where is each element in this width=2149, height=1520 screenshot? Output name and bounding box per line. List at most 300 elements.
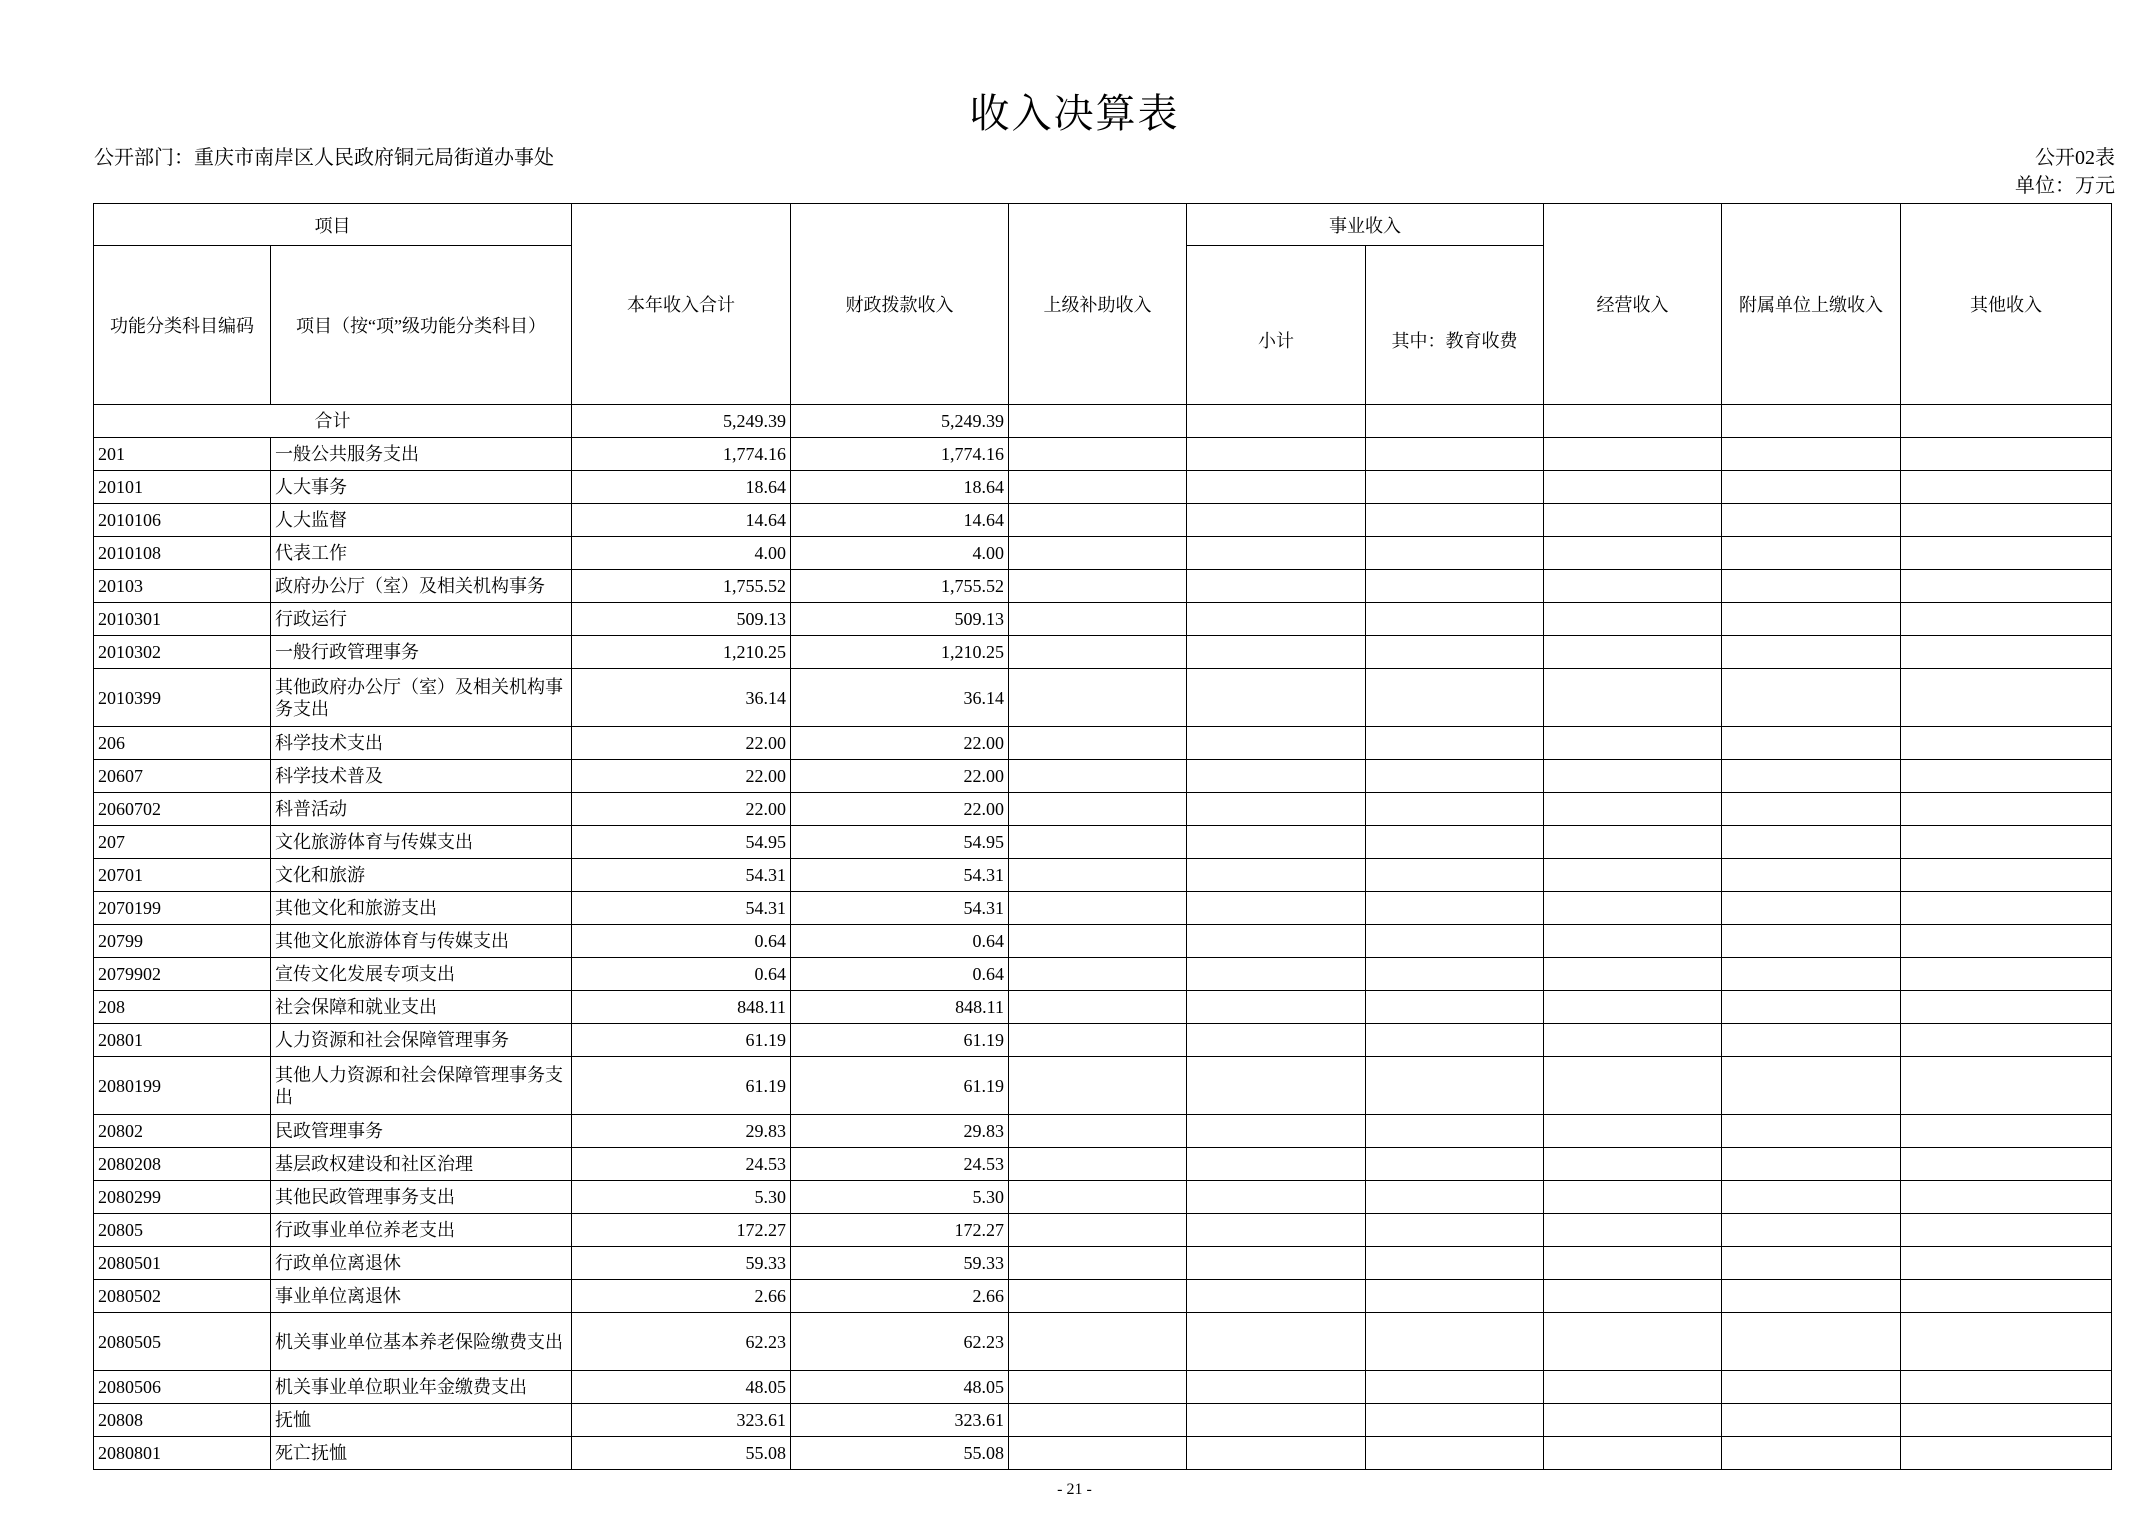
row-name: 文化旅游体育与传媒支出 <box>271 826 572 859</box>
row-name: 科学技术普及 <box>271 760 572 793</box>
empty-cell <box>1009 1247 1187 1280</box>
empty-cell <box>1722 892 1901 925</box>
empty-cell <box>1366 1313 1544 1371</box>
table-row <box>94 1148 2112 1181</box>
empty-cell <box>1901 537 2112 570</box>
empty-cell <box>1187 603 1366 636</box>
page-number: - 21 - <box>1057 1481 1092 1498</box>
table-row <box>94 1313 2112 1371</box>
row-name: 其他政府办公厅（室）及相关机构事务支出 <box>271 669 572 727</box>
row-fiscal: 5.30 <box>791 1181 1009 1214</box>
header-business: 事业收入 <box>1187 204 1544 246</box>
empty-cell <box>1187 1437 1366 1470</box>
empty-cell <box>1187 958 1366 991</box>
row-code: 20799 <box>94 925 271 958</box>
row-name: 行政运行 <box>271 603 572 636</box>
row-fiscal: 22.00 <box>791 727 1009 760</box>
row-code: 2080208 <box>94 1148 271 1181</box>
empty-cell <box>1722 603 1901 636</box>
empty-cell <box>1901 991 2112 1024</box>
empty-cell <box>1009 892 1187 925</box>
row-total: 22.00 <box>572 793 791 826</box>
empty-cell <box>1544 570 1722 603</box>
empty-cell <box>1722 727 1901 760</box>
empty-cell <box>1009 603 1187 636</box>
row-fiscal: 29.83 <box>791 1115 1009 1148</box>
header-other: 其他收入 <box>1901 204 2112 405</box>
empty-cell <box>1722 859 1901 892</box>
empty-cell <box>1187 727 1366 760</box>
row-total: 59.33 <box>572 1247 791 1280</box>
row-code: 20101 <box>94 471 271 504</box>
header-superior: 上级补助收入 <box>1009 204 1187 405</box>
empty-cell <box>1722 471 1901 504</box>
row-total: 2.66 <box>572 1280 791 1313</box>
empty-cell <box>1722 1148 1901 1181</box>
empty-cell <box>1722 1371 1901 1404</box>
empty-cell <box>1187 570 1366 603</box>
empty-cell <box>1722 958 1901 991</box>
table-row <box>94 669 2112 727</box>
empty-cell <box>1901 1247 2112 1280</box>
row-total: 22.00 <box>572 760 791 793</box>
row-total: 1,774.16 <box>572 438 791 471</box>
empty-cell <box>1544 1214 1722 1247</box>
empty-cell <box>1009 537 1187 570</box>
table-row <box>94 1404 2112 1437</box>
empty-cell <box>1366 727 1544 760</box>
table-row <box>94 570 2112 603</box>
empty-cell <box>1544 636 1722 669</box>
empty-cell <box>1544 958 1722 991</box>
row-fiscal: 24.53 <box>791 1148 1009 1181</box>
empty-cell <box>1544 1057 1722 1115</box>
empty-cell <box>1722 1313 1901 1371</box>
empty-cell <box>1544 925 1722 958</box>
row-name: 政府办公厅（室）及相关机构事务 <box>271 570 572 603</box>
empty-cell <box>1366 793 1544 826</box>
empty-cell <box>1187 826 1366 859</box>
empty-cell <box>1366 859 1544 892</box>
table-row <box>94 1024 2112 1057</box>
empty-cell <box>1901 636 2112 669</box>
empty-cell <box>1366 603 1544 636</box>
empty-cell <box>1187 504 1366 537</box>
empty-cell <box>1187 1024 1366 1057</box>
empty-cell <box>1722 438 1901 471</box>
empty-cell <box>1366 537 1544 570</box>
row-name: 抚恤 <box>271 1404 572 1437</box>
row-name: 机关事业单位基本养老保险缴费支出 <box>271 1313 572 1371</box>
income-table <box>93 203 2112 1470</box>
row-name: 行政单位离退休 <box>271 1247 572 1280</box>
row-total: 22.00 <box>572 727 791 760</box>
row-code: 2080505 <box>94 1313 271 1371</box>
total-amount: 5,249.39 <box>572 405 791 438</box>
table-row <box>94 958 2112 991</box>
empty-cell <box>1187 793 1366 826</box>
table-row <box>94 504 2112 537</box>
empty-cell <box>1544 1313 1722 1371</box>
empty-cell <box>1901 1115 2112 1148</box>
empty-cell <box>1544 760 1722 793</box>
empty-cell <box>1187 991 1366 1024</box>
empty-cell <box>1009 793 1187 826</box>
empty-cell <box>1366 438 1544 471</box>
empty-cell <box>1544 991 1722 1024</box>
row-fiscal: 509.13 <box>791 603 1009 636</box>
table-row <box>94 636 2112 669</box>
row-code: 20801 <box>94 1024 271 1057</box>
empty-cell <box>1009 1115 1187 1148</box>
row-code: 2079902 <box>94 958 271 991</box>
row-fiscal: 1,755.52 <box>791 570 1009 603</box>
row-total: 14.64 <box>572 504 791 537</box>
page-title: 收入决算表 <box>969 91 1180 136</box>
table-row <box>94 892 2112 925</box>
empty-cell <box>1366 1181 1544 1214</box>
row-fiscal: 48.05 <box>791 1371 1009 1404</box>
header-fiscal: 财政拨款收入 <box>791 204 1009 405</box>
empty-cell <box>1722 570 1901 603</box>
row-total: 24.53 <box>572 1148 791 1181</box>
row-code: 2080501 <box>94 1247 271 1280</box>
empty-cell <box>1901 1024 2112 1057</box>
empty-cell <box>1009 1181 1187 1214</box>
empty-cell <box>1187 1247 1366 1280</box>
table-row <box>94 991 2112 1024</box>
empty-cell <box>1901 793 2112 826</box>
row-name: 其他文化旅游体育与传媒支出 <box>271 925 572 958</box>
row-code: 208 <box>94 991 271 1024</box>
empty-cell <box>1901 1181 2112 1214</box>
empty-cell <box>1722 636 1901 669</box>
table-row <box>94 1280 2112 1313</box>
empty-cell <box>1722 537 1901 570</box>
row-fiscal: 0.64 <box>791 925 1009 958</box>
empty-cell <box>1901 760 2112 793</box>
table-row <box>94 826 2112 859</box>
empty-cell <box>1187 537 1366 570</box>
row-fiscal: 18.64 <box>791 471 1009 504</box>
row-fiscal: 0.64 <box>791 958 1009 991</box>
row-fiscal: 172.27 <box>791 1214 1009 1247</box>
empty-cell <box>1722 1437 1901 1470</box>
empty-cell <box>1901 859 2112 892</box>
row-name: 事业单位离退休 <box>271 1280 572 1313</box>
row-total: 5.30 <box>572 1181 791 1214</box>
empty-cell <box>1366 669 1544 727</box>
row-code: 20607 <box>94 760 271 793</box>
empty-cell <box>1544 603 1722 636</box>
row-total: 1,210.25 <box>572 636 791 669</box>
row-name: 其他文化和旅游支出 <box>271 892 572 925</box>
row-name: 基层政权建设和社区治理 <box>271 1148 572 1181</box>
row-name: 人大事务 <box>271 471 572 504</box>
empty-cell <box>1366 958 1544 991</box>
row-name: 宣传文化发展专项支出 <box>271 958 572 991</box>
empty-cell <box>1366 760 1544 793</box>
empty-cell <box>1187 925 1366 958</box>
row-fiscal: 1,774.16 <box>791 438 1009 471</box>
department-label: 公开部门：重庆市南岸区人民政府铜元局街道办事处 <box>94 147 554 169</box>
empty-cell <box>1901 504 2112 537</box>
empty-cell <box>1901 1404 2112 1437</box>
empty-cell <box>1187 1280 1366 1313</box>
empty-cell <box>1544 793 1722 826</box>
row-name: 科学技术支出 <box>271 727 572 760</box>
empty-cell <box>1366 1404 1544 1437</box>
empty-cell <box>1009 1371 1187 1404</box>
row-code: 2080801 <box>94 1437 271 1470</box>
empty-cell <box>1187 760 1366 793</box>
row-total: 18.64 <box>572 471 791 504</box>
empty-cell <box>1009 859 1187 892</box>
empty-cell <box>1009 1280 1187 1313</box>
empty-cell <box>1544 1115 1722 1148</box>
empty-cell <box>1366 991 1544 1024</box>
empty-cell <box>1187 669 1366 727</box>
header-affiliated: 附属单位上缴收入 <box>1722 204 1901 405</box>
empty-cell <box>1901 438 2112 471</box>
empty-cell <box>1901 669 2112 727</box>
empty-cell <box>1722 1057 1901 1115</box>
empty-cell <box>1722 1404 1901 1437</box>
empty-cell <box>1009 727 1187 760</box>
empty-cell <box>1366 1247 1544 1280</box>
row-code: 2010302 <box>94 636 271 669</box>
empty-cell <box>1722 1214 1901 1247</box>
row-code: 20802 <box>94 1115 271 1148</box>
row-total: 0.64 <box>572 925 791 958</box>
empty-cell <box>1366 892 1544 925</box>
header-project-name: 项目（按“项”级功能分类科目） <box>271 246 572 405</box>
row-fiscal: 61.19 <box>791 1057 1009 1115</box>
empty-cell <box>1722 1247 1901 1280</box>
empty-cell <box>1366 504 1544 537</box>
empty-cell <box>1009 925 1187 958</box>
table-row <box>94 537 2112 570</box>
row-code: 2080199 <box>94 1057 271 1115</box>
row-fiscal: 2.66 <box>791 1280 1009 1313</box>
header-project: 项目 <box>94 204 572 246</box>
row-fiscal: 848.11 <box>791 991 1009 1024</box>
row-fiscal: 36.14 <box>791 669 1009 727</box>
empty-cell <box>1187 1404 1366 1437</box>
table-row <box>94 925 2112 958</box>
empty-cell <box>1901 1214 2112 1247</box>
empty-cell <box>1544 1371 1722 1404</box>
row-total: 36.14 <box>572 669 791 727</box>
empty-cell <box>1009 991 1187 1024</box>
row-code: 2070199 <box>94 892 271 925</box>
empty-cell <box>1544 727 1722 760</box>
table-row <box>94 603 2112 636</box>
row-name: 社会保障和就业支出 <box>271 991 572 1024</box>
empty-cell <box>1901 1437 2112 1470</box>
empty-cell <box>1544 1280 1722 1313</box>
empty-cell <box>1901 892 2112 925</box>
empty-cell <box>1187 471 1366 504</box>
empty-cell <box>1901 958 2112 991</box>
empty-cell <box>1009 1313 1187 1371</box>
row-name: 机关事业单位职业年金缴费支出 <box>271 1371 572 1404</box>
row-fiscal: 59.33 <box>791 1247 1009 1280</box>
empty-cell <box>1366 1148 1544 1181</box>
row-total: 48.05 <box>572 1371 791 1404</box>
row-code: 2010301 <box>94 603 271 636</box>
empty-cell <box>1544 1247 1722 1280</box>
row-code: 2080502 <box>94 1280 271 1313</box>
row-total: 61.19 <box>572 1024 791 1057</box>
empty-cell <box>1544 826 1722 859</box>
table-row <box>94 1214 2112 1247</box>
row-code: 20805 <box>94 1214 271 1247</box>
row-code: 2060702 <box>94 793 271 826</box>
row-total: 323.61 <box>572 1404 791 1437</box>
empty-cell <box>1544 438 1722 471</box>
row-fiscal: 54.31 <box>791 859 1009 892</box>
header-education: 其中：教育收费 <box>1366 246 1544 405</box>
empty-cell <box>1009 1214 1187 1247</box>
empty-cell <box>1901 1057 2112 1115</box>
row-code: 201 <box>94 438 271 471</box>
empty-cell <box>1009 1437 1187 1470</box>
empty-cell <box>1722 1280 1901 1313</box>
row-fiscal: 323.61 <box>791 1404 1009 1437</box>
empty-cell <box>1366 925 1544 958</box>
empty-cell <box>1722 760 1901 793</box>
empty-cell <box>1544 859 1722 892</box>
row-fiscal: 62.23 <box>791 1313 1009 1371</box>
empty-cell <box>1901 727 2112 760</box>
table-row <box>94 859 2112 892</box>
empty-cell <box>1722 1115 1901 1148</box>
row-code: 2010399 <box>94 669 271 727</box>
row-name: 科普活动 <box>271 793 572 826</box>
total-row <box>94 405 2112 438</box>
row-name: 一般公共服务支出 <box>271 438 572 471</box>
empty-cell <box>1009 438 1187 471</box>
empty-cell <box>1366 1280 1544 1313</box>
table-row <box>94 1181 2112 1214</box>
empty-cell <box>1009 471 1187 504</box>
empty-cell <box>1187 1214 1366 1247</box>
total-label: 合计 <box>94 405 572 438</box>
table-row <box>94 727 2112 760</box>
row-code: 2010108 <box>94 537 271 570</box>
empty-cell <box>1901 1280 2112 1313</box>
empty-cell <box>1187 892 1366 925</box>
header-subtotal: 小计 <box>1187 246 1366 405</box>
empty-cell <box>1722 925 1901 958</box>
empty-cell <box>1009 958 1187 991</box>
empty-cell <box>1544 892 1722 925</box>
row-fiscal: 54.31 <box>791 892 1009 925</box>
empty-cell <box>1009 1148 1187 1181</box>
empty-cell <box>1544 1404 1722 1437</box>
table-row <box>94 1371 2112 1404</box>
empty-cell <box>1722 793 1901 826</box>
empty-cell <box>1544 1181 1722 1214</box>
empty-cell <box>1187 438 1366 471</box>
empty-cell <box>1187 1148 1366 1181</box>
empty-cell <box>1187 1181 1366 1214</box>
empty-cell <box>1366 1371 1544 1404</box>
empty-cell <box>1366 636 1544 669</box>
empty-cell <box>1901 570 2112 603</box>
row-total: 509.13 <box>572 603 791 636</box>
empty-cell <box>1901 1148 2112 1181</box>
row-fiscal: 54.95 <box>791 826 1009 859</box>
empty-cell <box>1366 471 1544 504</box>
empty-cell <box>1544 1024 1722 1057</box>
empty-cell <box>1009 636 1187 669</box>
table-row <box>94 760 2112 793</box>
empty-cell <box>1009 826 1187 859</box>
row-code: 20701 <box>94 859 271 892</box>
row-code: 206 <box>94 727 271 760</box>
empty-cell <box>1366 1057 1544 1115</box>
empty-cell <box>1009 570 1187 603</box>
row-total: 172.27 <box>572 1214 791 1247</box>
empty-cell <box>1544 669 1722 727</box>
row-fiscal: 22.00 <box>791 793 1009 826</box>
table-row <box>94 1115 2112 1148</box>
empty-cell <box>1722 669 1901 727</box>
table-row <box>94 1437 2112 1470</box>
row-name: 人力资源和社会保障管理事务 <box>271 1024 572 1057</box>
empty-cell <box>1544 1437 1722 1470</box>
row-code: 20808 <box>94 1404 271 1437</box>
empty-cell <box>1722 991 1901 1024</box>
empty-cell <box>1187 859 1366 892</box>
empty-cell <box>1366 1214 1544 1247</box>
row-total: 54.95 <box>572 826 791 859</box>
empty-cell <box>1901 925 2112 958</box>
row-name: 行政事业单位养老支出 <box>271 1214 572 1247</box>
empty-cell <box>1366 1115 1544 1148</box>
row-name: 民政管理事务 <box>271 1115 572 1148</box>
empty-cell <box>1187 636 1366 669</box>
row-name: 其他民政管理事务支出 <box>271 1181 572 1214</box>
row-total: 4.00 <box>572 537 791 570</box>
row-fiscal: 4.00 <box>791 537 1009 570</box>
header-operating: 经营收入 <box>1544 204 1722 405</box>
empty-cell <box>1366 1437 1544 1470</box>
table-row <box>94 793 2112 826</box>
empty-cell <box>1722 504 1901 537</box>
row-code: 2080299 <box>94 1181 271 1214</box>
row-fiscal: 1,210.25 <box>791 636 1009 669</box>
row-total: 848.11 <box>572 991 791 1024</box>
table-row <box>94 1247 2112 1280</box>
row-code: 20103 <box>94 570 271 603</box>
row-name: 代表工作 <box>271 537 572 570</box>
empty-cell <box>1544 537 1722 570</box>
row-fiscal: 61.19 <box>791 1024 1009 1057</box>
row-code: 2010106 <box>94 504 271 537</box>
row-total: 55.08 <box>572 1437 791 1470</box>
empty-cell <box>1009 1057 1187 1115</box>
row-name: 死亡抚恤 <box>271 1437 572 1470</box>
empty-cell <box>1009 669 1187 727</box>
empty-cell <box>1187 1057 1366 1115</box>
empty-cell <box>1366 1024 1544 1057</box>
row-code: 207 <box>94 826 271 859</box>
form-code: 公开02表 <box>2035 147 2115 169</box>
empty-cell <box>1544 1148 1722 1181</box>
